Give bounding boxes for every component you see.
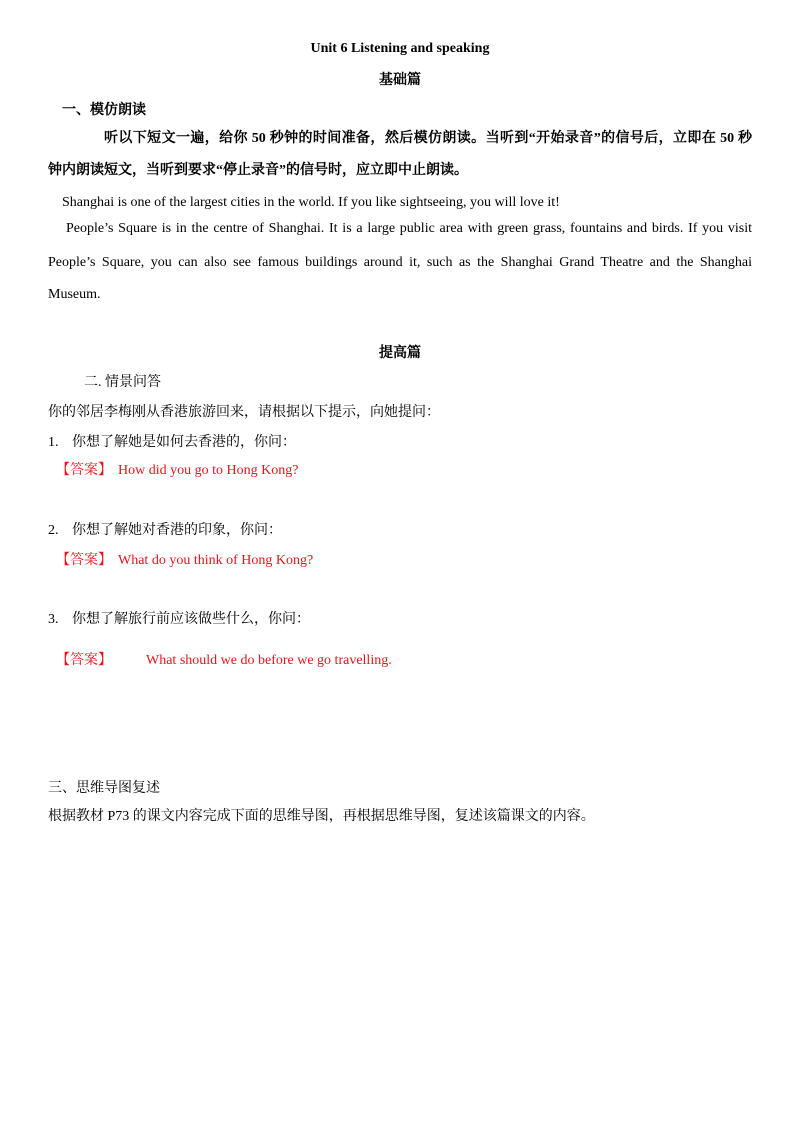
part1-instruction-line1: 听以下短文一遍，给你 50 秒钟的时间准备，然后模仿朗读。当听到“开始录音”的信号后，立即在 50 秒: [104, 131, 752, 146]
question-3-number: 3.: [48, 612, 59, 627]
question-1-number: 1.: [48, 435, 59, 450]
question-3-answer: What should we do before we go travelling.: [146, 653, 392, 668]
question-2-answer-tag: 【答案】: [56, 553, 112, 568]
section-basic-heading: 基础篇: [379, 73, 421, 88]
part1-instruction-line2: 钟内朗读短文，当听到要求“停止录音”的信号时，应立即中止朗读。: [48, 163, 468, 178]
question-2-number: 2.: [48, 523, 59, 538]
part3-instruction: 根据教材 P73 的课文内容完成下面的思维导图，再根据思维导图，复述该篇课文的内容。: [48, 809, 595, 824]
question-2-answer: What do you think of Hong Kong?: [118, 553, 314, 568]
passage-line-3: People’s Square, you can also see famous buildings around it, such as the Shanghai Grand Theatre and the Shanghai: [48, 255, 752, 270]
passage-line-2: People’s Square is in the centre of Shanghai. It is a large public area with green grass, fountains and birds. If you visit: [66, 221, 752, 236]
part2-heading: 二. 情景问答: [84, 375, 161, 390]
document-title: Unit 6 Listening and speaking: [310, 41, 490, 56]
part2-intro: 你的邻居李梅刚从香港旅游回来，请根据以下提示，向她提问：: [48, 405, 440, 420]
question-1-answer-tag: 【答案】: [56, 463, 112, 478]
question-2-prompt: 你想了解她对香港的印象，你问：: [72, 523, 282, 538]
passage-line-4: Museum.: [48, 287, 101, 302]
part1-heading: 一、模仿朗读: [62, 103, 146, 118]
question-1-prompt: 你想了解她是如何去香港的，你问：: [72, 435, 296, 450]
section-advanced-heading: 提高篇: [379, 346, 421, 361]
passage-line-1: Shanghai is one of the largest cities in the world. If you like sightseeing, you will love it!: [62, 195, 560, 210]
question-3-answer-tag: 【答案】: [56, 653, 112, 668]
question-3-prompt: 你想了解旅行前应该做些什么，你问：: [72, 612, 310, 627]
question-1-answer: How did you go to Hong Kong?: [118, 463, 299, 478]
part3-heading: 三、思维导图复述: [48, 781, 160, 796]
